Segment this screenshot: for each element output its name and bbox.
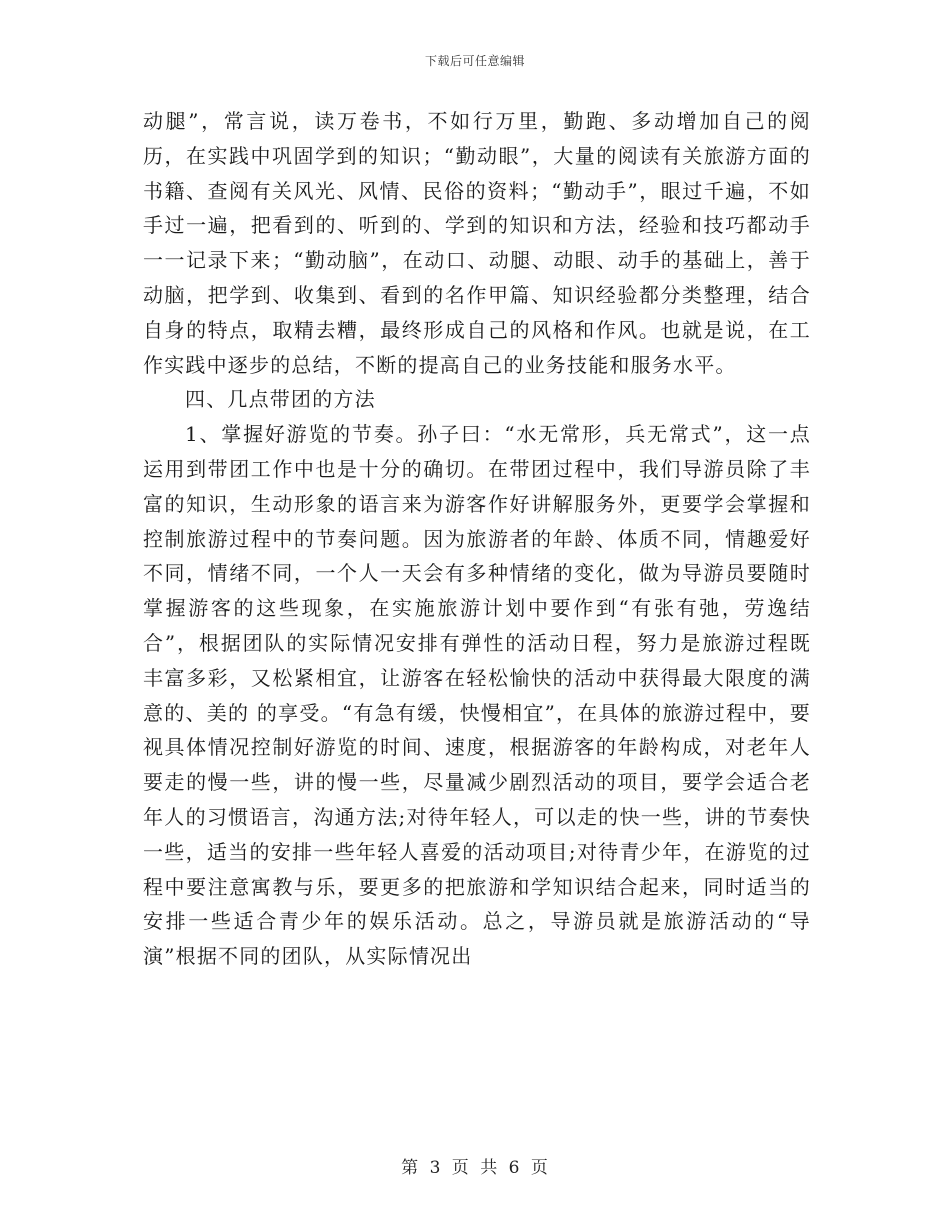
page-header: 下载后可任意编辑 bbox=[424, 54, 525, 68]
page-footer: 第 3 页 共 6 页 bbox=[401, 1158, 549, 1178]
section-heading: 四、几点带团的方法 bbox=[185, 387, 376, 412]
paragraph-continuation: 动腿”，常言说，读万卷书，不如行万里，勤跑、多动增加自己的阅历，在实践中巩固学到的知识；“勤动眼”，大量的阅读有关旅游方面的书籍、查阅有关风光、风情、民俗的资料；“勤动手”，眼过千遍，不如手过一遍，把看到的、听到的、学到的知识和方法，经验和技巧都动手一一记录下来；“勤动脑”，在动口、动腿、动眼、动手的基础上，善于动脑，把学到、收集到、看到的名作甲篇、知识经验都分类整理，结合自身的特点，取精去糟，最终形成自己的风格和作风。也就是说，在工作实践中逐步的总结，不断的提高自己的业务技能和服务水平。 bbox=[143, 109, 811, 377]
document-body bbox=[143, 104, 811, 974]
paragraph-body: 1、掌握好游览的节奏。孙子曰：“水无常形，兵无常式”，这一点运用到带团工作中也是十分的确切。在带团过程中，我们导游员除了丰富的知识，生动形象的语言来为游客作好讲解服务外，更要学会掌握和控制旅游过程中的节奏问题。因为旅游者的年龄、体质不同，情趣爱好不同，情绪不同，一个人一天会有多种情绪的变化，做为导游员要随时掌握游客的这些现象，在实施旅游计划中要作到“有张有弛，劳逸结合”，根据团队的实际情况安排有弹性的活动日程，努力是旅游过程既丰富多彩，又松紧相宜，让游客在轻松愉快的活动中获得最大限度的满意的、美的 的享受。“有急有缓，快慢相宜”，在具体的旅游过程中，要视具体情况控制好游览的时间、速度，根据游客的年龄构成，对老年人要走的慢一些，讲的慢一些，尽量减少剧烈活动的项目，要学会适合老年人的习惯语言，沟通方法;对待年轻人，可以走的快一些，讲的节奏快一些，适当的安排一些年轻人喜爱的活动项目;对待青少年，在游览的过程中要注意寓教与乐，要更多的把旅游和学知识结合起来，同时适当的安排一些适合青少年的娱乐活动。总之，导游员就是旅游活动的“导演”根据不同的团队，从实际情况出 bbox=[143, 422, 811, 969]
